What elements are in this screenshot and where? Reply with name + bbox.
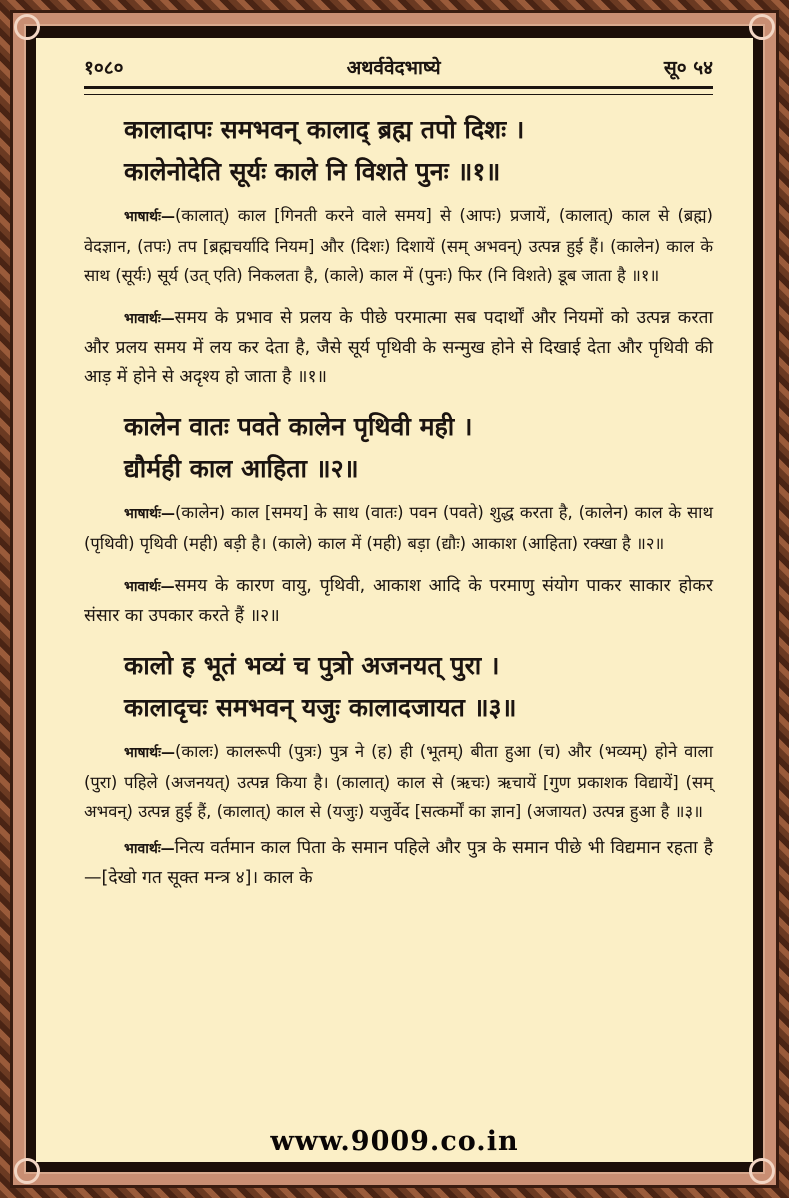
mantra-line: कालेनोदेति सूर्यः काले नि विशते पुनः ॥१॥ xyxy=(124,157,501,186)
mantra-line: कालेन वातः पवते कालेन पृथिवी मही । xyxy=(124,412,473,441)
bhavartha-label: भावार्थः— xyxy=(124,579,175,595)
bhashartha-label: भाषार्थः— xyxy=(124,506,175,522)
bhavartha-text: नित्य वर्तमान काल पिता के समान पहिले और पुत्र के समान पीछे भी विद्यमान रहता है—[देखो गत सूक्त मन्त्र ४]। काल के xyxy=(84,838,713,888)
book-page xyxy=(36,38,753,1162)
bhavartha-paragraph xyxy=(84,304,713,392)
bhashartha-paragraph xyxy=(84,498,713,558)
sukta-number: सू० ५४ xyxy=(663,57,713,79)
bhavartha-label: भावार्थः— xyxy=(124,311,175,327)
bhavartha-label: भावार्थः— xyxy=(124,841,175,857)
mantra-line: द्यौर्मही काल आहिता ॥२॥ xyxy=(124,454,359,483)
bhashartha-paragraph xyxy=(84,201,713,290)
bhavartha-text: समय के प्रभाव से प्रलय के पीछे परमात्मा सब पदार्थों और नियमों को उत्पन्न करता और प्रलय समय में लय कर देता है, जैसे सूर्य पृथिवी के सन्मुख होने से दिखाई देता और पृथिवी की आड़ में होने से अदृश्य हो जाता है ॥१॥ xyxy=(84,308,713,387)
mantra-line: कालादृचः समभवन् यजुः कालादजायत ॥३॥ xyxy=(124,693,517,722)
bhashartha-label: भाषार्थः— xyxy=(124,745,175,761)
page-number: १०८० xyxy=(84,57,124,79)
bhashartha-text: (कालेन) काल [समय] के साथ (वातः) पवन (पवते) शुद्ध करता है, (कालेन) काल के साथ (पृथिवी) पृथिवी (मही) बड़ी है। (काले) काल में (मही) बड़ा (द्यौः) आकाश (आहिता) रक्खा है ॥२॥ xyxy=(84,503,713,553)
mantra-line: कालो ह भूतं भव्यं च पुत्रो अजनयत् पुरा । xyxy=(124,651,500,680)
corner-ornament-icon xyxy=(749,14,775,40)
page-header xyxy=(84,52,713,82)
site-watermark: www.9009.co.in xyxy=(260,1126,528,1157)
book-title: अथर्ववेदभाष्ये xyxy=(346,57,441,79)
bhavartha-paragraph xyxy=(84,834,713,893)
corner-ornament-icon xyxy=(14,14,40,40)
bhashartha-text: (कालः) कालरूपी (पुत्रः) पुत्र ने (ह) ही (भूतम्) बीता हुआ (च) और (भव्यम्) होने वाला (पुरा) पहिले (अजनयत्) उत्पन्न किया है। (कालात्) काल से (ऋचः) ऋचायें [गुण प्रकाशक विद्यायें] (सम् अभवन्) उत्पन्न हुई हैं, (कालात्) काल से (यजुः) यजुर्वेद [सत्कर्मों का ज्ञान] (अजायत) उत्पन्न हुआ है ॥३॥ xyxy=(84,742,713,821)
bhavartha-paragraph xyxy=(84,572,713,631)
mantra-line: कालादापः समभवन् कालाद् ब्रह्म तपो दिशः । xyxy=(124,115,525,144)
bhashartha-text: (कालात्) काल [गिनती करने वाले समय] से (आपः) प्रजायें, (कालात्) काल से (ब्रह्म) वेदज्ञान, (तपः) तप [ब्रह्मचर्यादि नियम] और (दिशः) दिशायें (सम् अभवन्) उत्पन्न हुई हैं। (कालेन) काल के साथ (सूर्यः) सूर्य (उत् एति) निकलता है, (काले) काल में (पुनः) फिर (नि विशते) डूब जाता है ॥१॥ xyxy=(84,206,713,285)
header-rule xyxy=(84,86,713,95)
bhashartha-paragraph xyxy=(84,737,713,826)
bhashartha-label: भाषार्थः— xyxy=(124,209,175,225)
bhavartha-text: समय के कारण वायु, पृथिवी, आकाश आदि के परमाणु संयोग पाकर साकार होकर संसार का उपकार करते हैं ॥२॥ xyxy=(84,576,713,626)
page-footer xyxy=(36,1124,753,1158)
